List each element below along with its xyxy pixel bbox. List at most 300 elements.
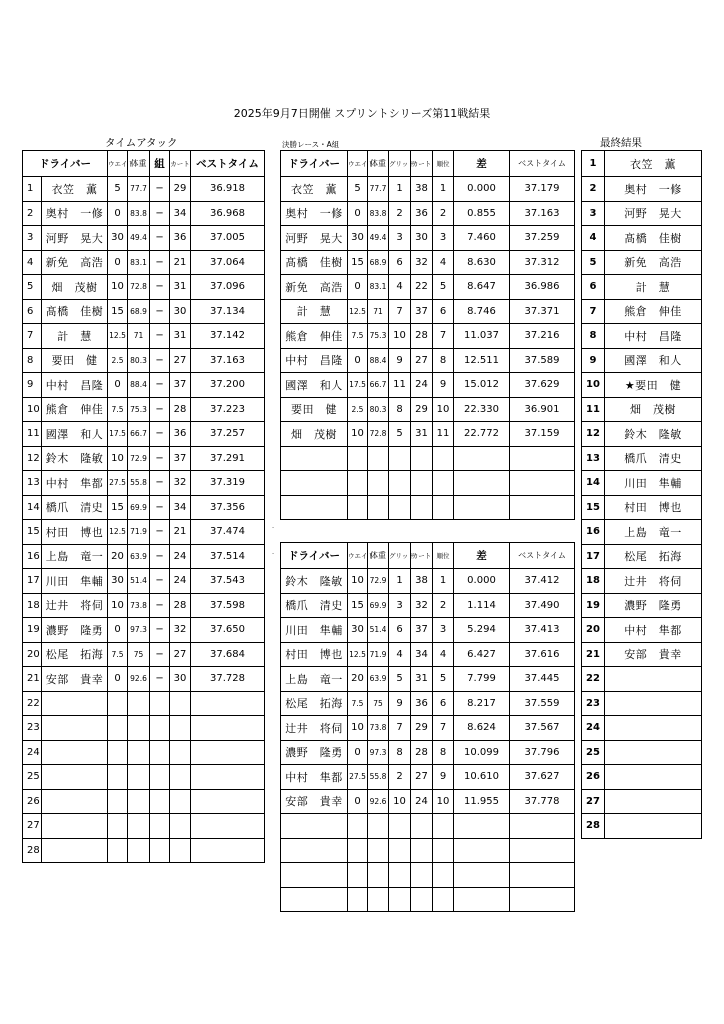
grid-cell xyxy=(389,814,411,839)
driver-name-cell: 河野 晃大 xyxy=(281,226,348,251)
body-weight-cell xyxy=(368,887,389,912)
time-attack-table xyxy=(22,150,265,863)
weight-cell: 15 xyxy=(108,495,128,520)
position-cell: 25 xyxy=(23,765,42,790)
driver-name-cell: 畑 茂樹 xyxy=(605,397,702,422)
diff-cell: 12.511 xyxy=(454,348,510,373)
kart-cell: 30 xyxy=(170,667,191,692)
table-row xyxy=(582,520,702,545)
table-row xyxy=(582,691,702,716)
table-row xyxy=(23,814,265,839)
kart-cell: 29 xyxy=(170,177,191,202)
grid-cell: 4 xyxy=(389,275,411,300)
best-time-cell: 37.559 xyxy=(510,691,575,716)
table-row xyxy=(582,716,702,741)
weight-cell: 10 xyxy=(108,275,128,300)
grid-cell: 2 xyxy=(389,201,411,226)
diff-cell xyxy=(454,446,510,471)
driver-name-cell: 計 慧 xyxy=(605,275,702,300)
rank-cell: 7 xyxy=(433,716,454,741)
body-weight-cell xyxy=(128,765,150,790)
grid-header: グリッド xyxy=(389,543,411,569)
body-weight-cell: 55.8 xyxy=(368,765,389,790)
diff-cell: 0.000 xyxy=(454,177,510,202)
position-cell: 21 xyxy=(23,667,42,692)
final-a-heading: 決勝レース・A組 xyxy=(282,140,340,149)
best-time-cell: 37.356 xyxy=(191,495,265,520)
driver-name-cell: 安部 貴幸 xyxy=(605,642,702,667)
table-row xyxy=(582,422,702,447)
group-cell xyxy=(150,814,170,839)
position-cell: 20 xyxy=(23,642,42,667)
best-time-cell: 37.629 xyxy=(510,373,575,398)
diff-cell: 22.772 xyxy=(454,422,510,447)
table-row xyxy=(582,348,702,373)
weight-cell: 15 xyxy=(108,299,128,324)
driver-name-cell: 中村 昌隆 xyxy=(42,373,108,398)
driver-name-cell: 河野 晃大 xyxy=(605,201,702,226)
driver-name-cell: 髙橋 佳樹 xyxy=(605,226,702,251)
group-cell xyxy=(150,740,170,765)
driver-name-cell: 辻井 将伺 xyxy=(605,569,702,594)
table-row xyxy=(582,471,702,496)
driver-name-cell xyxy=(42,814,108,839)
best-time-header: ベストタイム xyxy=(510,543,575,569)
position-cell: 9 xyxy=(582,348,605,373)
body-weight-cell: 75 xyxy=(368,691,389,716)
table-row xyxy=(23,642,265,667)
group-cell: − xyxy=(150,446,170,471)
driver-name-cell xyxy=(605,667,702,692)
kart-cell: 24 xyxy=(170,569,191,594)
position-cell: 27 xyxy=(582,789,605,814)
body-weight-cell: 71.9 xyxy=(368,642,389,667)
table-row xyxy=(582,373,702,398)
table-row xyxy=(281,201,575,226)
kart-cell: 34 xyxy=(170,495,191,520)
table-row xyxy=(23,618,265,643)
grid-cell: 10 xyxy=(389,789,411,814)
best-time-cell xyxy=(191,838,265,863)
weight-cell xyxy=(108,789,128,814)
position-cell: 2 xyxy=(23,201,42,226)
body-weight-cell xyxy=(368,446,389,471)
body-weight-cell: 97.3 xyxy=(128,618,150,643)
table-row xyxy=(582,226,702,251)
position-cell: 3 xyxy=(582,201,605,226)
weight-cell: 17.5 xyxy=(108,422,128,447)
best-time-cell xyxy=(510,471,575,496)
rank-cell: 10 xyxy=(433,789,454,814)
position-cell: 8 xyxy=(582,324,605,349)
weight-cell: 0 xyxy=(108,373,128,398)
body-weight-cell xyxy=(368,863,389,888)
position-cell: 7 xyxy=(582,299,605,324)
driver-name-cell: 鈴木 隆敏 xyxy=(605,422,702,447)
table-row xyxy=(23,324,265,349)
table-row xyxy=(281,177,575,202)
kart-cell xyxy=(170,691,191,716)
rank-cell: 3 xyxy=(433,618,454,643)
table-row xyxy=(281,789,575,814)
best-time-cell: 36.918 xyxy=(191,177,265,202)
position-cell: 16 xyxy=(582,520,605,545)
driver-name-cell: 川田 隼輔 xyxy=(42,569,108,594)
table-row xyxy=(281,740,575,765)
driver-name-cell: 上島 竜一 xyxy=(605,520,702,545)
position-cell: 8 xyxy=(23,348,42,373)
table-row xyxy=(281,275,575,300)
weight-cell xyxy=(108,814,128,839)
kart-cell xyxy=(411,838,433,863)
weight-cell: 2.5 xyxy=(348,397,368,422)
table-row xyxy=(281,299,575,324)
best-time-cell: 37.474 xyxy=(191,520,265,545)
table-row xyxy=(582,569,702,594)
header-row xyxy=(281,543,575,569)
group-cell: − xyxy=(150,495,170,520)
table-row xyxy=(23,446,265,471)
body-weight-cell: 69.9 xyxy=(368,593,389,618)
group-cell: − xyxy=(150,667,170,692)
table-row xyxy=(23,373,265,398)
position-cell: 26 xyxy=(23,789,42,814)
table-row xyxy=(582,275,702,300)
table-row xyxy=(582,495,702,520)
driver-name-cell xyxy=(42,740,108,765)
grid-cell: 5 xyxy=(389,422,411,447)
weight-cell xyxy=(108,765,128,790)
driver-name-cell xyxy=(42,716,108,741)
kart-header: カート xyxy=(411,543,433,569)
body-weight-cell: 51.4 xyxy=(368,618,389,643)
group-cell: − xyxy=(150,618,170,643)
weight-cell: 10 xyxy=(348,716,368,741)
best-time-cell xyxy=(510,446,575,471)
group-cell: − xyxy=(150,299,170,324)
body-weight-cell: 77.7 xyxy=(128,177,150,202)
driver-name-cell: 熊倉 伸佳 xyxy=(605,299,702,324)
table-row xyxy=(582,397,702,422)
best-time-cell: 37.778 xyxy=(510,789,575,814)
diff-cell xyxy=(454,863,510,888)
driver-name-cell: 松尾 拓海 xyxy=(605,544,702,569)
diff-cell: 22.330 xyxy=(454,397,510,422)
weight-cell: 0 xyxy=(108,667,128,692)
body-weight-cell: 68.9 xyxy=(128,299,150,324)
body-weight-cell xyxy=(128,838,150,863)
weight-cell: 0 xyxy=(348,348,368,373)
best-time-cell: 37.728 xyxy=(191,667,265,692)
table-row xyxy=(582,740,702,765)
grid-cell: 4 xyxy=(389,642,411,667)
driver-name-cell: 川田 隼輔 xyxy=(605,471,702,496)
best-time-cell: 37.319 xyxy=(191,471,265,496)
position-cell: 1 xyxy=(23,177,42,202)
kart-cell: 31 xyxy=(170,324,191,349)
group-header: 組 xyxy=(150,151,170,177)
body-weight-cell: 83.1 xyxy=(368,275,389,300)
diff-cell xyxy=(454,814,510,839)
diff-cell xyxy=(454,495,510,520)
weight-cell: 0 xyxy=(348,275,368,300)
best-time-cell: 37.291 xyxy=(191,446,265,471)
kart-cell xyxy=(170,814,191,839)
driver-name-cell: 國澤 和人 xyxy=(42,422,108,447)
body-weight-cell: 63.9 xyxy=(368,667,389,692)
table-row xyxy=(23,177,265,202)
kart-header: カート xyxy=(411,151,433,177)
kart-cell xyxy=(170,740,191,765)
table-row xyxy=(281,887,575,912)
position-cell: 6 xyxy=(582,275,605,300)
body-weight-cell: 77.7 xyxy=(368,177,389,202)
kart-cell: 27 xyxy=(170,642,191,667)
body-weight-cell xyxy=(368,814,389,839)
driver-name-cell: 國澤 和人 xyxy=(281,373,348,398)
diff-cell: 0.855 xyxy=(454,201,510,226)
weight-cell: 7.5 xyxy=(108,642,128,667)
driver-name-cell xyxy=(42,691,108,716)
best-time-cell: 37.163 xyxy=(510,201,575,226)
weight-cell: 7.5 xyxy=(108,397,128,422)
rank-header: 順位 xyxy=(433,543,454,569)
position-cell: 25 xyxy=(582,740,605,765)
driver-name-cell: 濃野 隆勇 xyxy=(42,618,108,643)
diff-cell: 15.012 xyxy=(454,373,510,398)
best-time-cell: 36.901 xyxy=(510,397,575,422)
group-cell: − xyxy=(150,275,170,300)
grid-cell: 5 xyxy=(389,667,411,692)
position-cell: 16 xyxy=(23,544,42,569)
diff-cell: 8.217 xyxy=(454,691,510,716)
grid-header: グリッド xyxy=(389,151,411,177)
weight-cell xyxy=(348,446,368,471)
table-row xyxy=(23,226,265,251)
group-cell: − xyxy=(150,520,170,545)
final-a-table xyxy=(280,150,575,520)
table-row xyxy=(281,226,575,251)
weight-cell xyxy=(108,691,128,716)
table-row xyxy=(281,667,575,692)
best-time-cell: 37.179 xyxy=(510,177,575,202)
diff-cell: 11.955 xyxy=(454,789,510,814)
best-time-cell xyxy=(191,765,265,790)
grid-cell xyxy=(389,446,411,471)
group-cell xyxy=(150,716,170,741)
kart-cell: 24 xyxy=(411,373,433,398)
body-weight-cell: 97.3 xyxy=(368,740,389,765)
best-time-cell xyxy=(191,740,265,765)
table-row xyxy=(582,789,702,814)
driver-name-cell: 安部 貴幸 xyxy=(42,667,108,692)
body-weight-cell: 71 xyxy=(128,324,150,349)
best-time-cell: 37.371 xyxy=(510,299,575,324)
weight-cell: 30 xyxy=(348,226,368,251)
best-time-cell: 37.096 xyxy=(191,275,265,300)
driver-name-cell xyxy=(605,716,702,741)
diff-header: 差 xyxy=(454,543,510,569)
weight-cell: 10 xyxy=(348,422,368,447)
driver-name-cell: 熊倉 伸佳 xyxy=(42,397,108,422)
table-row xyxy=(582,446,702,471)
position-cell: 17 xyxy=(582,544,605,569)
best-time-header: ベストタイム xyxy=(510,151,575,177)
position-cell: 19 xyxy=(582,593,605,618)
body-weight-header: 体重 xyxy=(368,151,389,177)
separator-mark: - xyxy=(272,550,275,557)
diff-cell: 5.294 xyxy=(454,618,510,643)
grid-cell: 1 xyxy=(389,569,411,594)
best-time-cell xyxy=(191,814,265,839)
kart-cell: 31 xyxy=(411,667,433,692)
weight-cell: 30 xyxy=(348,618,368,643)
driver-name-cell: 松尾 拓海 xyxy=(42,642,108,667)
kart-cell: 27 xyxy=(170,348,191,373)
driver-name-cell: 河野 晃大 xyxy=(42,226,108,251)
table-row xyxy=(281,250,575,275)
weight-cell: 10 xyxy=(108,593,128,618)
position-cell: 3 xyxy=(23,226,42,251)
body-weight-header: 体重 xyxy=(368,543,389,569)
best-time-cell: 37.490 xyxy=(510,593,575,618)
weight-cell: 0 xyxy=(348,740,368,765)
kart-cell: 37 xyxy=(411,299,433,324)
group-cell: − xyxy=(150,422,170,447)
table-row xyxy=(582,618,702,643)
driver-name-cell xyxy=(281,495,348,520)
body-weight-cell: 92.6 xyxy=(368,789,389,814)
grid-cell: 11 xyxy=(389,373,411,398)
grid-cell: 7 xyxy=(389,716,411,741)
final-result-heading: 最終結果 xyxy=(600,137,642,149)
table-row xyxy=(23,765,265,790)
weight-cell: 20 xyxy=(348,667,368,692)
kart-cell: 32 xyxy=(411,250,433,275)
best-time-cell xyxy=(510,838,575,863)
table-row xyxy=(23,471,265,496)
driver-name-cell: 中村 昌隆 xyxy=(281,348,348,373)
position-cell: 17 xyxy=(23,569,42,594)
kart-cell xyxy=(170,716,191,741)
weight-cell xyxy=(348,863,368,888)
weight-cell: 7.5 xyxy=(348,691,368,716)
kart-cell: 27 xyxy=(411,765,433,790)
driver-name-cell: 新免 高浩 xyxy=(605,250,702,275)
best-time-cell: 37.163 xyxy=(191,348,265,373)
best-time-cell: 36.986 xyxy=(510,275,575,300)
rank-cell: 9 xyxy=(433,765,454,790)
body-weight-cell: 88.4 xyxy=(368,348,389,373)
body-weight-cell: 73.8 xyxy=(368,716,389,741)
driver-name-cell xyxy=(42,765,108,790)
driver-name-cell: 新免 高浩 xyxy=(42,250,108,275)
grid-cell xyxy=(389,838,411,863)
kart-cell: 30 xyxy=(170,299,191,324)
driver-name-cell xyxy=(281,838,348,863)
body-weight-cell: 71.9 xyxy=(128,520,150,545)
weight-cell: 15 xyxy=(348,593,368,618)
rank-cell: 7 xyxy=(433,324,454,349)
driver-name-cell: 鈴木 隆敏 xyxy=(42,446,108,471)
rank-cell xyxy=(433,887,454,912)
driver-name-cell: 中村 隼都 xyxy=(42,471,108,496)
weight-cell: 7.5 xyxy=(348,324,368,349)
driver-name-cell: 濃野 隆勇 xyxy=(605,593,702,618)
table-row xyxy=(281,569,575,594)
table-row xyxy=(281,324,575,349)
driver-name-cell: 熊倉 伸佳 xyxy=(281,324,348,349)
best-time-cell: 37.312 xyxy=(510,250,575,275)
group-cell: − xyxy=(150,201,170,226)
group-cell xyxy=(150,789,170,814)
grid-cell: 7 xyxy=(389,299,411,324)
rank-cell: 9 xyxy=(433,373,454,398)
kart-cell: 24 xyxy=(411,789,433,814)
weight-cell: 0 xyxy=(108,250,128,275)
kart-cell: 34 xyxy=(411,642,433,667)
weight-cell: 12.5 xyxy=(348,299,368,324)
kart-cell: 22 xyxy=(411,275,433,300)
table-row xyxy=(281,422,575,447)
body-weight-cell xyxy=(128,716,150,741)
kart-cell: 29 xyxy=(411,397,433,422)
diff-cell xyxy=(454,887,510,912)
body-weight-cell: 68.9 xyxy=(368,250,389,275)
group-cell: − xyxy=(150,324,170,349)
rank-cell: 6 xyxy=(433,299,454,324)
table-row xyxy=(23,593,265,618)
rank-cell: 8 xyxy=(433,348,454,373)
position-cell: 27 xyxy=(23,814,42,839)
rank-cell: 4 xyxy=(433,642,454,667)
weight-cell: 12.5 xyxy=(348,642,368,667)
weight-cell: 10 xyxy=(108,446,128,471)
position-cell: 12 xyxy=(582,422,605,447)
table-row xyxy=(23,520,265,545)
driver-name-cell: 計 慧 xyxy=(42,324,108,349)
driver-name-cell: 村田 博也 xyxy=(281,642,348,667)
kart-cell xyxy=(411,887,433,912)
group-cell: − xyxy=(150,250,170,275)
group-cell: − xyxy=(150,642,170,667)
body-weight-cell xyxy=(128,789,150,814)
driver-name-cell: 國澤 和人 xyxy=(605,348,702,373)
driver-name-cell: 辻井 将伺 xyxy=(281,716,348,741)
table-row xyxy=(23,569,265,594)
driver-name-cell xyxy=(281,446,348,471)
diff-cell xyxy=(454,471,510,496)
grid-cell: 3 xyxy=(389,226,411,251)
kart-cell xyxy=(170,789,191,814)
rank-cell xyxy=(433,495,454,520)
position-cell: 23 xyxy=(582,691,605,716)
kart-cell xyxy=(411,446,433,471)
weight-cell: 0 xyxy=(108,201,128,226)
weight-cell: 20 xyxy=(108,544,128,569)
group-cell: − xyxy=(150,569,170,594)
grid-cell xyxy=(389,887,411,912)
weight-cell xyxy=(108,740,128,765)
best-time-header: ベストタイム xyxy=(191,151,265,177)
table-row xyxy=(582,667,702,692)
best-time-cell: 37.684 xyxy=(191,642,265,667)
weight-header: ウエイト xyxy=(348,543,368,569)
rank-cell: 2 xyxy=(433,201,454,226)
position-cell: 24 xyxy=(23,740,42,765)
final-b-table xyxy=(280,542,575,912)
weight-cell xyxy=(108,838,128,863)
